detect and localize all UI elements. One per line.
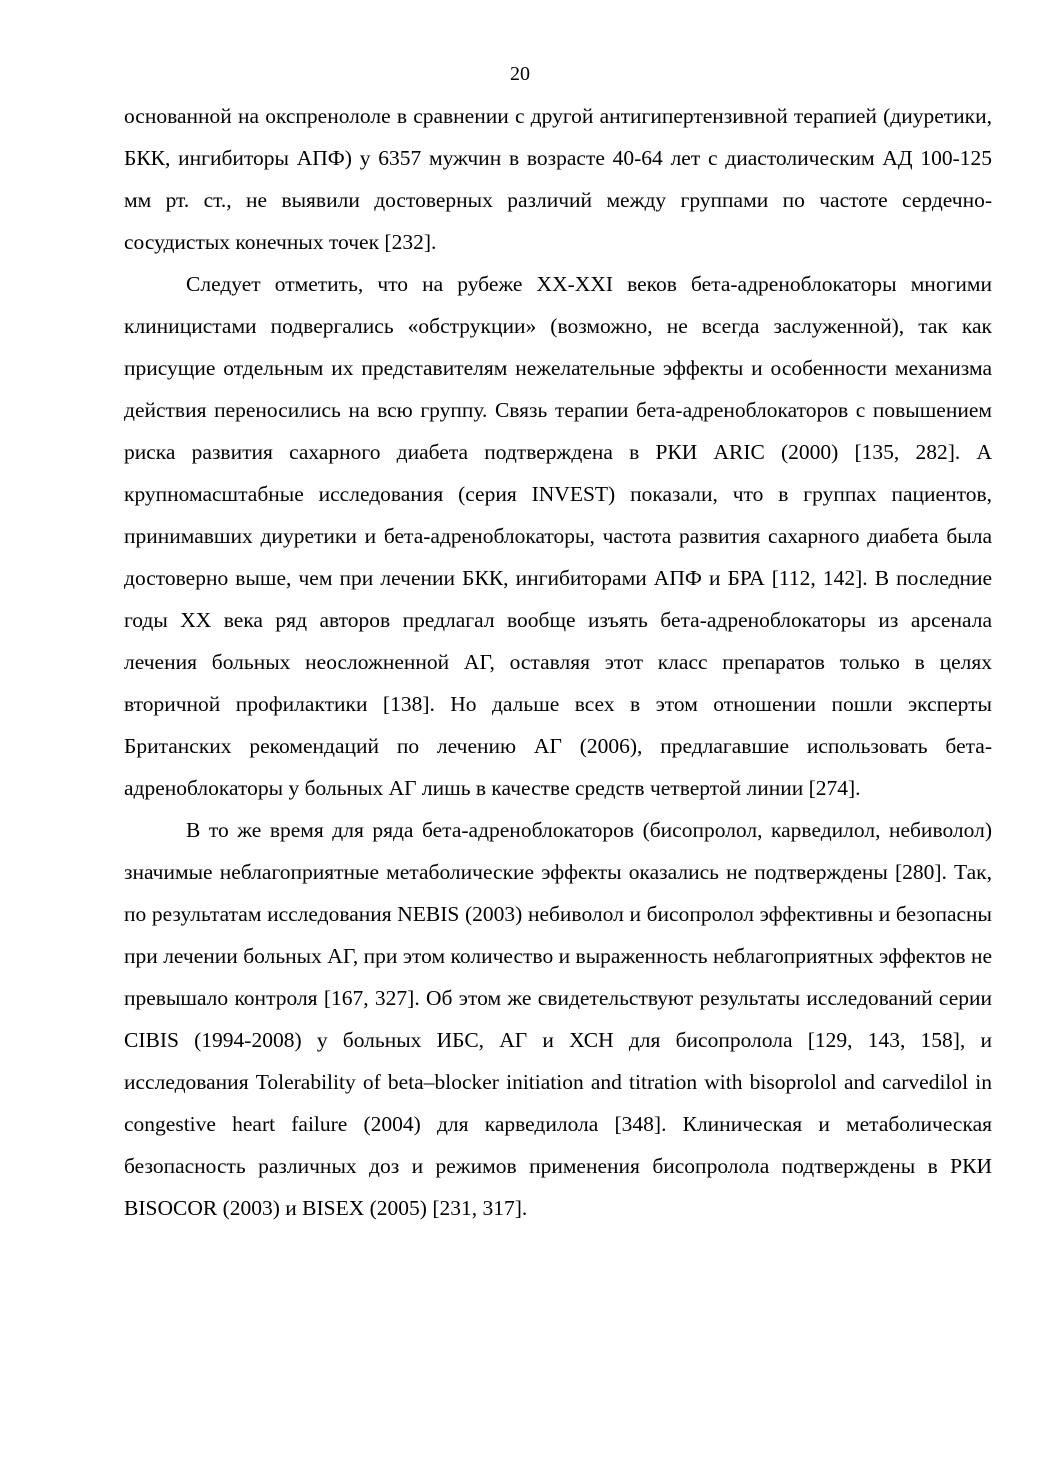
document-body bbox=[124, 95, 992, 1229]
paragraph-beta-blockers-criticism: Следует отметить, что на рубеже XX-XXI веков бета-адреноблокаторы многими клиницистами подвергались «обструкции» (возможно, не всегда заслуженной), так как присущие отдельным их представителям нежелательные эффекты и особенности механизма действия переносились на всю группу. Связь терапии бета-адреноблокаторов с повышением риска развития сахарного диабета подтверждена в РКИ ARIC (2000) [135, 282]. А крупномасштабные исследования (серия INVEST) показали, что в группах пациентов, принимавших диуретики и бета-адреноблокаторы, частота развития сахарного диабета была достоверно выше, чем при лечении БКК, ингибиторами АПФ и БРА [112, 142]. В последние годы XX века ряд авторов предлагал вообще изъять бета-адреноблокаторы из арсенала лечения больных неосложненной АГ, оставляя этот класс препаратов только в целях вторичной профилактики [138]. Но дальше всех в этом отношении пошли эксперты Британских рекомендаций по лечению АГ (2006), предлагавшие использовать бета-адреноблокаторы у больных АГ лишь в качестве средств четвертой линии [274]. bbox=[124, 272, 992, 800]
paragraph-continuation: основанной на окспренололе в сравнении с другой антигипертензивной терапией (диуретики, БКК, ингибиторы АПФ) у 6357 мужчин в возрасте 40-64 лет с диастолическим АД 100-125 мм рт. ст., не выявили достоверных различий между группами по частоте сердечно-сосудистых конечных точек [232]. bbox=[124, 104, 992, 254]
page-number: 20 bbox=[510, 63, 530, 85]
paragraph-metabolic-safety: В то же время для ряда бета-адреноблокаторов (бисопролол, карведилол, небиволол) значимые неблагоприятные метаболические эффекты оказались не подтверждены [280]. Так, по результатам исследования NEBIS (2003) небиволол и бисопролол эффективны и безопасны при лечении больных АГ, при этом количество и выраженность неблагоприятных эффектов не превышало контроля [167, 327]. Об этом же свидетельствуют результаты исследований серии CIBIS (1994-2008) у больных ИБС, АГ и ХСН для бисопролола [129, 143, 158], и исследования Tolerability of beta–blocker initiation and titration with bisoprolol and carvedilol in congestive heart failure (2004) для карведилола [348]. Клиническая и метаболическая безопасность различных доз и режимов применения бисопролола подтверждены в РКИ BISOCOR (2003) и BISEX (2005) [231, 317]. bbox=[124, 818, 992, 1220]
